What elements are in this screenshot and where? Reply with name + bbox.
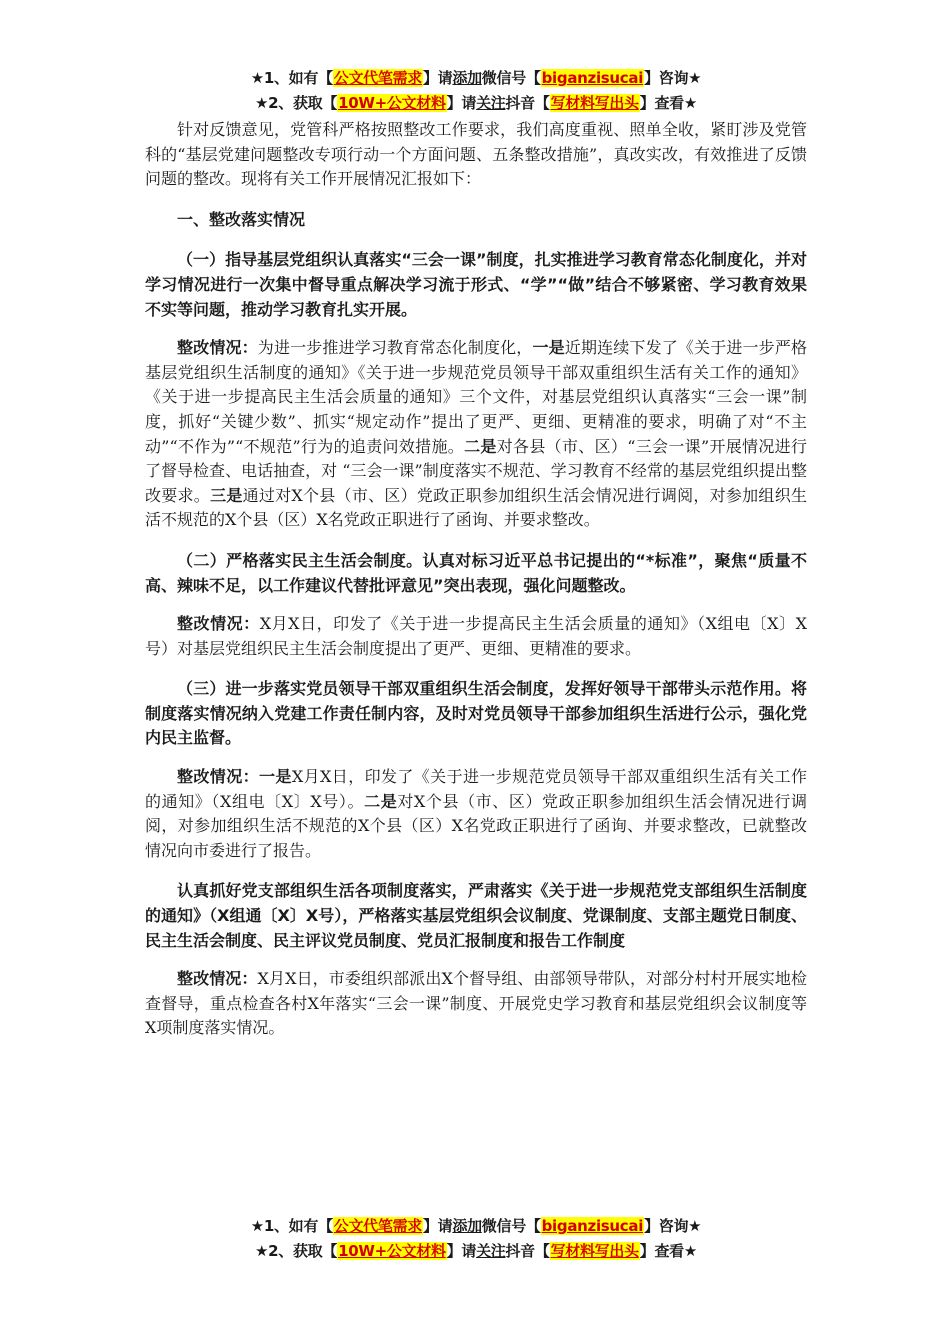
result-text: 对X个县（市、区）党政正职参加组织生活会情况进行调阅，对参加组织生活不规范的X个县（区）X名党政正职进行了函询、并要求整改，已就整改情况向市委进行了报告。 [145,791,807,860]
promo-text: 抖音【 [505,94,550,112]
promo-line-2 [145,1239,807,1264]
item-heading-2: （二）严格落实民主生活会制度。认真对标习近平总书记提出的“*标准”，聚焦“质量不高、辣味不足，以工作建议代替批评意见”突出表现，强化问题整改。 [145,550,807,595]
promo-text: 】请 [422,69,453,87]
promo-highlight: biganzisucai [541,69,644,87]
result-marker: 三是 [210,485,243,505]
promo-text: 】查看★ [639,1242,698,1260]
promo-text: 微信号【 [481,69,541,87]
promo-text: 】请 [422,1217,453,1235]
result-marker: 二是 [464,436,497,456]
promo-text: ★1、如有【 [250,69,333,87]
promo-line-1 [145,1214,807,1239]
promo-text: 】查看★ [639,94,698,112]
intro-paragraph: 针对反馈意见，党管科严格按照整改工作要求，我们高度重视、照单全收，紧盯涉及党管科的“基层党建问题整改专项行动一个方面问题、五条整改措施”，真改实改，有效推进了反馈问题的整改。现将有关工作开展情况汇报如下： [145,120,807,189]
promo-emphasis: 关注 [476,1242,506,1260]
promo-text: 】请 [446,1242,477,1260]
result-marker: 二是 [364,791,398,811]
item-result-2 [145,612,807,661]
item-heading-1: （一）指导基层党组织认真落实“三会一课”制度，扎实推进学习教育常态化制度化，并对学习情况进行一次集中督导重点解决学习流于形式、“学”“做”结合不够紧密、学习教育效果不实等问题，推动学习教育扎实开展。 [145,250,807,319]
item-result-3 [145,765,807,863]
section-heading: 一、整改落实情况 [177,209,306,229]
promo-highlight: 写材料写出头 [550,1242,639,1260]
promo-text: 】咨询★ [644,69,702,87]
promo-highlight: 10W+公文材料 [338,1242,446,1260]
promo-banner-bottom [145,1214,807,1264]
result-label: 整改情况： [177,614,260,634]
promo-emphasis: 添加 [452,1217,482,1235]
promo-highlight: 公文代笔需求 [333,69,422,87]
promo-emphasis: 关注 [476,94,506,112]
promo-text: ★2、获取【 [254,94,338,112]
promo-text: 微信号【 [481,1217,541,1235]
result-text: 对各县（市、区）“三会一课”开展情况进行了督导检查、电话抽查，对 “三会一课”制度落实不规范、学习教育不经常的基层党组织提出整改要求。 [145,436,807,505]
result-text: X月X日，印发了《关于进一步提高民主生活会质量的通知》（X组电〔X〕X号）对基层党组织民主生活会制度提出了更严、更细、更精准的要求。 [145,614,807,658]
result-label: 整改情况： [177,969,258,989]
result-text: 为进一步推进学习教育常态化制度化， [257,338,533,358]
result-text: X月X日，市委组织部派出X个督导组、由部领导带队，对部分村村开展实地检查督导，重点检查各村X年落实“三会一课”制度、开展党史学习教育和基层党组织会议制度等X项制度落实情况。 [145,969,807,1038]
result-text: X月X日，印发了《关于进一步规范党员领导干部双重组织生活有关工作的通知》（X组电〔X〕X号）。 [145,767,807,811]
promo-highlight: 10W+公文材料 [338,94,446,112]
item-result-4 [145,967,807,1041]
promo-text: 】请 [446,94,477,112]
result-marker: 一是 [259,767,292,787]
result-text: 近期连续下发了《关于进一步严格基层党组织生活制度的通知》《关于进一步规范党员领导干部双重组织生活有关工作的通知》《关于进一步提高民主生活会质量的通知》三个文件，对基层党组织认真落实“三会一课”制度，抓好“关键少数”、抓实“规定动作”提出了更严、更细、更精准的要求，明确了对“不主动”“不作为”“不规范”行为的追责问效措施。 [145,338,807,456]
promo-text: ★1、如有【 [250,1217,333,1235]
promo-banner-top [145,66,807,116]
promo-emphasis: 添加 [452,69,482,87]
result-label: 整改情况： [177,338,258,358]
promo-line-1 [145,66,807,91]
result-text: 通过对X个县（市、区）党政正职参加组织生活会情况进行调阅，对参加组织生活不规范的X个县（区）X名党政正职进行了函询、并要求整改。 [145,485,807,530]
promo-text: ★2、获取【 [254,1242,338,1260]
item-heading-4: 认真抓好党支部组织生活各项制度落实，严肃落实《关于进一步规范党支部组织生活制度的通知》（X组通〔X〕X号），严格落实基层党组织会议制度、党课制度、支部主题党日制度、民主生活会制度、民主评议党员制度、党员汇报制度和报告工作制度 [145,881,807,950]
document-page [145,66,807,1260]
promo-text: 】咨询★ [644,1217,702,1235]
promo-highlight: biganzisucai [541,1217,644,1235]
item-result-1 [145,336,807,533]
promo-line-2 [145,91,807,116]
result-marker: 一是 [532,338,565,358]
result-label: 整改情况： [177,767,259,787]
promo-highlight: 写材料写出头 [550,94,639,112]
promo-highlight: 公文代笔需求 [333,1217,422,1235]
item-heading-3: （三）进一步落实党员领导干部双重组织生活会制度，发挥好领导干部带头示范作用。将制度落实情况纳入党建工作责任制内容，及时对党员领导干部参加组织生活进行公示，强化党内民主监督。 [145,679,807,748]
promo-text: 抖音【 [505,1242,550,1260]
